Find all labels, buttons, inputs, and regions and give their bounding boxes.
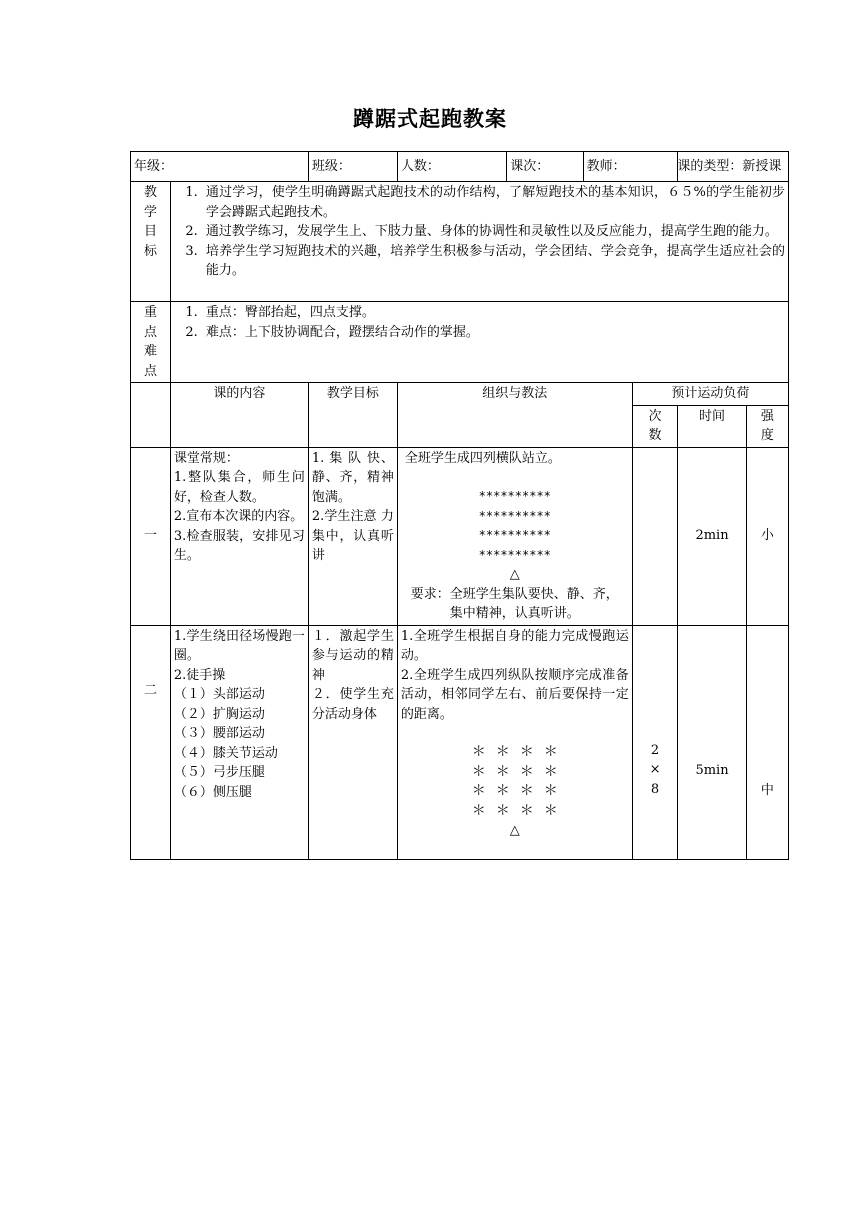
method-item: 2.全班学生成四列纵队按顺序完成准备活动，相邻同学左右、前后要保持一定的距离。: [400, 667, 629, 722]
times-char: ×: [649, 762, 661, 777]
intensity-header-char: 强: [760, 408, 774, 424]
objective-cell: [308, 447, 397, 625]
lesson-no-cell: [507, 152, 583, 182]
content-line: 2.宣布本次课的内容。: [173, 509, 304, 524]
col-method-header: 组织与教法: [397, 383, 632, 448]
objective-line: ２．使学生充分活动身体: [311, 687, 394, 722]
goal-item: 2. 通过教学练习，发展学生上、下肢力量、身体的协调性和灵敏性以及反应能力，提高学生跑的能力。: [202, 222, 785, 242]
goals-label: [131, 182, 171, 302]
duration-cell: 5min: [678, 625, 746, 859]
content-line: （２）扩胸运动: [173, 706, 265, 722]
content-line: 1.学生绕田径场慢跑一圈。: [173, 628, 305, 663]
lesson-type-cell: [678, 152, 789, 182]
content-line: 2.徒手操: [173, 667, 226, 683]
times-header-char: 数: [648, 428, 662, 443]
objective-line: １．激起学生参与运动的精神: [311, 628, 394, 683]
goals-row: [131, 182, 789, 302]
key-point-item: 2. 难点：上下肢协调配合，蹬摆结合动作的掌握。: [202, 323, 785, 343]
teacher-mark: △: [509, 567, 520, 582]
col-content-header: 课的内容: [170, 383, 308, 448]
goals-label-char: 教: [143, 185, 157, 200]
method-cell: [397, 447, 632, 625]
key-points-label-char: 难: [143, 344, 157, 359]
part-cell: 一: [131, 447, 171, 625]
lesson-plan-table: [130, 151, 789, 860]
goals-label-char: 标: [143, 243, 157, 259]
page-title: 蹲踞式起跑教案: [353, 106, 507, 131]
teacher-cell: [583, 152, 678, 182]
formation-line: **********: [478, 489, 551, 503]
content-cell: [170, 447, 308, 625]
times-char: 8: [650, 781, 660, 797]
method-cell: [397, 625, 632, 859]
count-label: 人数：: [400, 158, 440, 174]
key-points-label-char: 重: [143, 305, 157, 320]
content-line: （３）腰部运动: [173, 726, 265, 741]
col-intensity-header: [746, 405, 788, 447]
method-intro: 全班学生成四列横队站立。: [404, 450, 561, 466]
content-line: （６）侧压腿: [173, 784, 252, 800]
content-line: 3.检查服装，安排见习生。: [173, 528, 305, 563]
class-cell: [308, 152, 397, 182]
requirement-text: 要求：全班学生集队要快、静、齐，集中精神，认真听讲。: [410, 586, 619, 621]
content-line: （４）膝关节运动: [173, 745, 278, 761]
content-line: （５）弓步压腿: [173, 765, 265, 780]
content-line: 课堂常规：: [173, 450, 239, 466]
times-cell: [632, 625, 678, 859]
lesson-row-2: [131, 625, 789, 859]
goals-label-char: 学: [143, 204, 157, 220]
key-points-row: [131, 302, 789, 383]
blank-header-cell: [131, 383, 171, 448]
lesson-row-1: [131, 447, 789, 625]
col-load-header: 预计运动负荷: [632, 383, 788, 406]
goal-item: 1. 通过学习，使学生明确蹲踞式起跑技术的动作结构，了解短跑技术的基本知识，６５%的学生能初步学会蹲踞式起跑技术。: [202, 183, 785, 222]
col-duration-header: 时间: [678, 405, 746, 447]
key-point-item: 1. 重点：臀部抬起，四点支撑。: [202, 303, 785, 323]
objective-line: 2.学生注意 力 集中，认真听讲: [311, 509, 394, 563]
class-label: 班级：: [311, 158, 351, 174]
objective-line: 1. 集 队 快、静、齐，精神饱满。: [311, 450, 394, 505]
intensity-cell: 中: [746, 625, 788, 859]
content-line: 1.整队集合，师生问好，检查人数。: [173, 470, 305, 505]
count-cell: [397, 152, 506, 182]
goals-content: [170, 182, 788, 302]
key-points-label: [131, 302, 171, 383]
times-header-char: 次: [648, 408, 662, 424]
formation-line: ＊＊＊＊: [471, 763, 568, 780]
content-line: （１）头部运动: [173, 687, 265, 702]
formation-line: **********: [478, 547, 551, 562]
method-item: 1.全班学生根据自身的能力完成慢跑运动。: [400, 628, 629, 663]
formation-line: ＊＊＊＊: [471, 802, 568, 819]
intensity-cell: 小: [746, 447, 788, 625]
key-points-content: [170, 302, 788, 383]
grade-cell: [131, 152, 309, 182]
key-points-label-char: 点: [143, 324, 157, 340]
part-cell: 二: [131, 625, 171, 859]
goal-item: 3. 培养学生学习短跑技术的兴趣，培养学生积极参与活动，学会团结、学会竞争，提高学生适应社会的能力。: [202, 242, 785, 281]
lesson-no-label: 课次：: [510, 158, 550, 174]
times-cell: [632, 447, 678, 625]
formation-line: **********: [478, 528, 551, 542]
content-cell: [170, 625, 308, 859]
formation-line: **********: [478, 508, 551, 523]
teacher-label: 教师：: [586, 158, 626, 174]
grade-label: 年级：: [134, 158, 174, 174]
goals-label-char: 目: [143, 224, 157, 239]
col-times-header: [632, 405, 678, 447]
formation-line: ＊＊＊＊: [471, 783, 568, 799]
header-row: [131, 152, 789, 182]
column-header-row: [131, 383, 789, 406]
duration-cell: 2min: [678, 447, 746, 625]
formation-line: ＊＊＊＊: [471, 744, 568, 760]
teacher-mark: △: [509, 823, 520, 838]
times-char: 2: [650, 742, 660, 758]
intensity-header-char: 度: [760, 428, 774, 443]
col-objective-header: 教学目标: [308, 383, 397, 448]
key-points-label-char: 点: [143, 363, 157, 379]
objective-cell: [308, 625, 397, 859]
lesson-type-label: 课的类型：新授课: [677, 158, 782, 174]
